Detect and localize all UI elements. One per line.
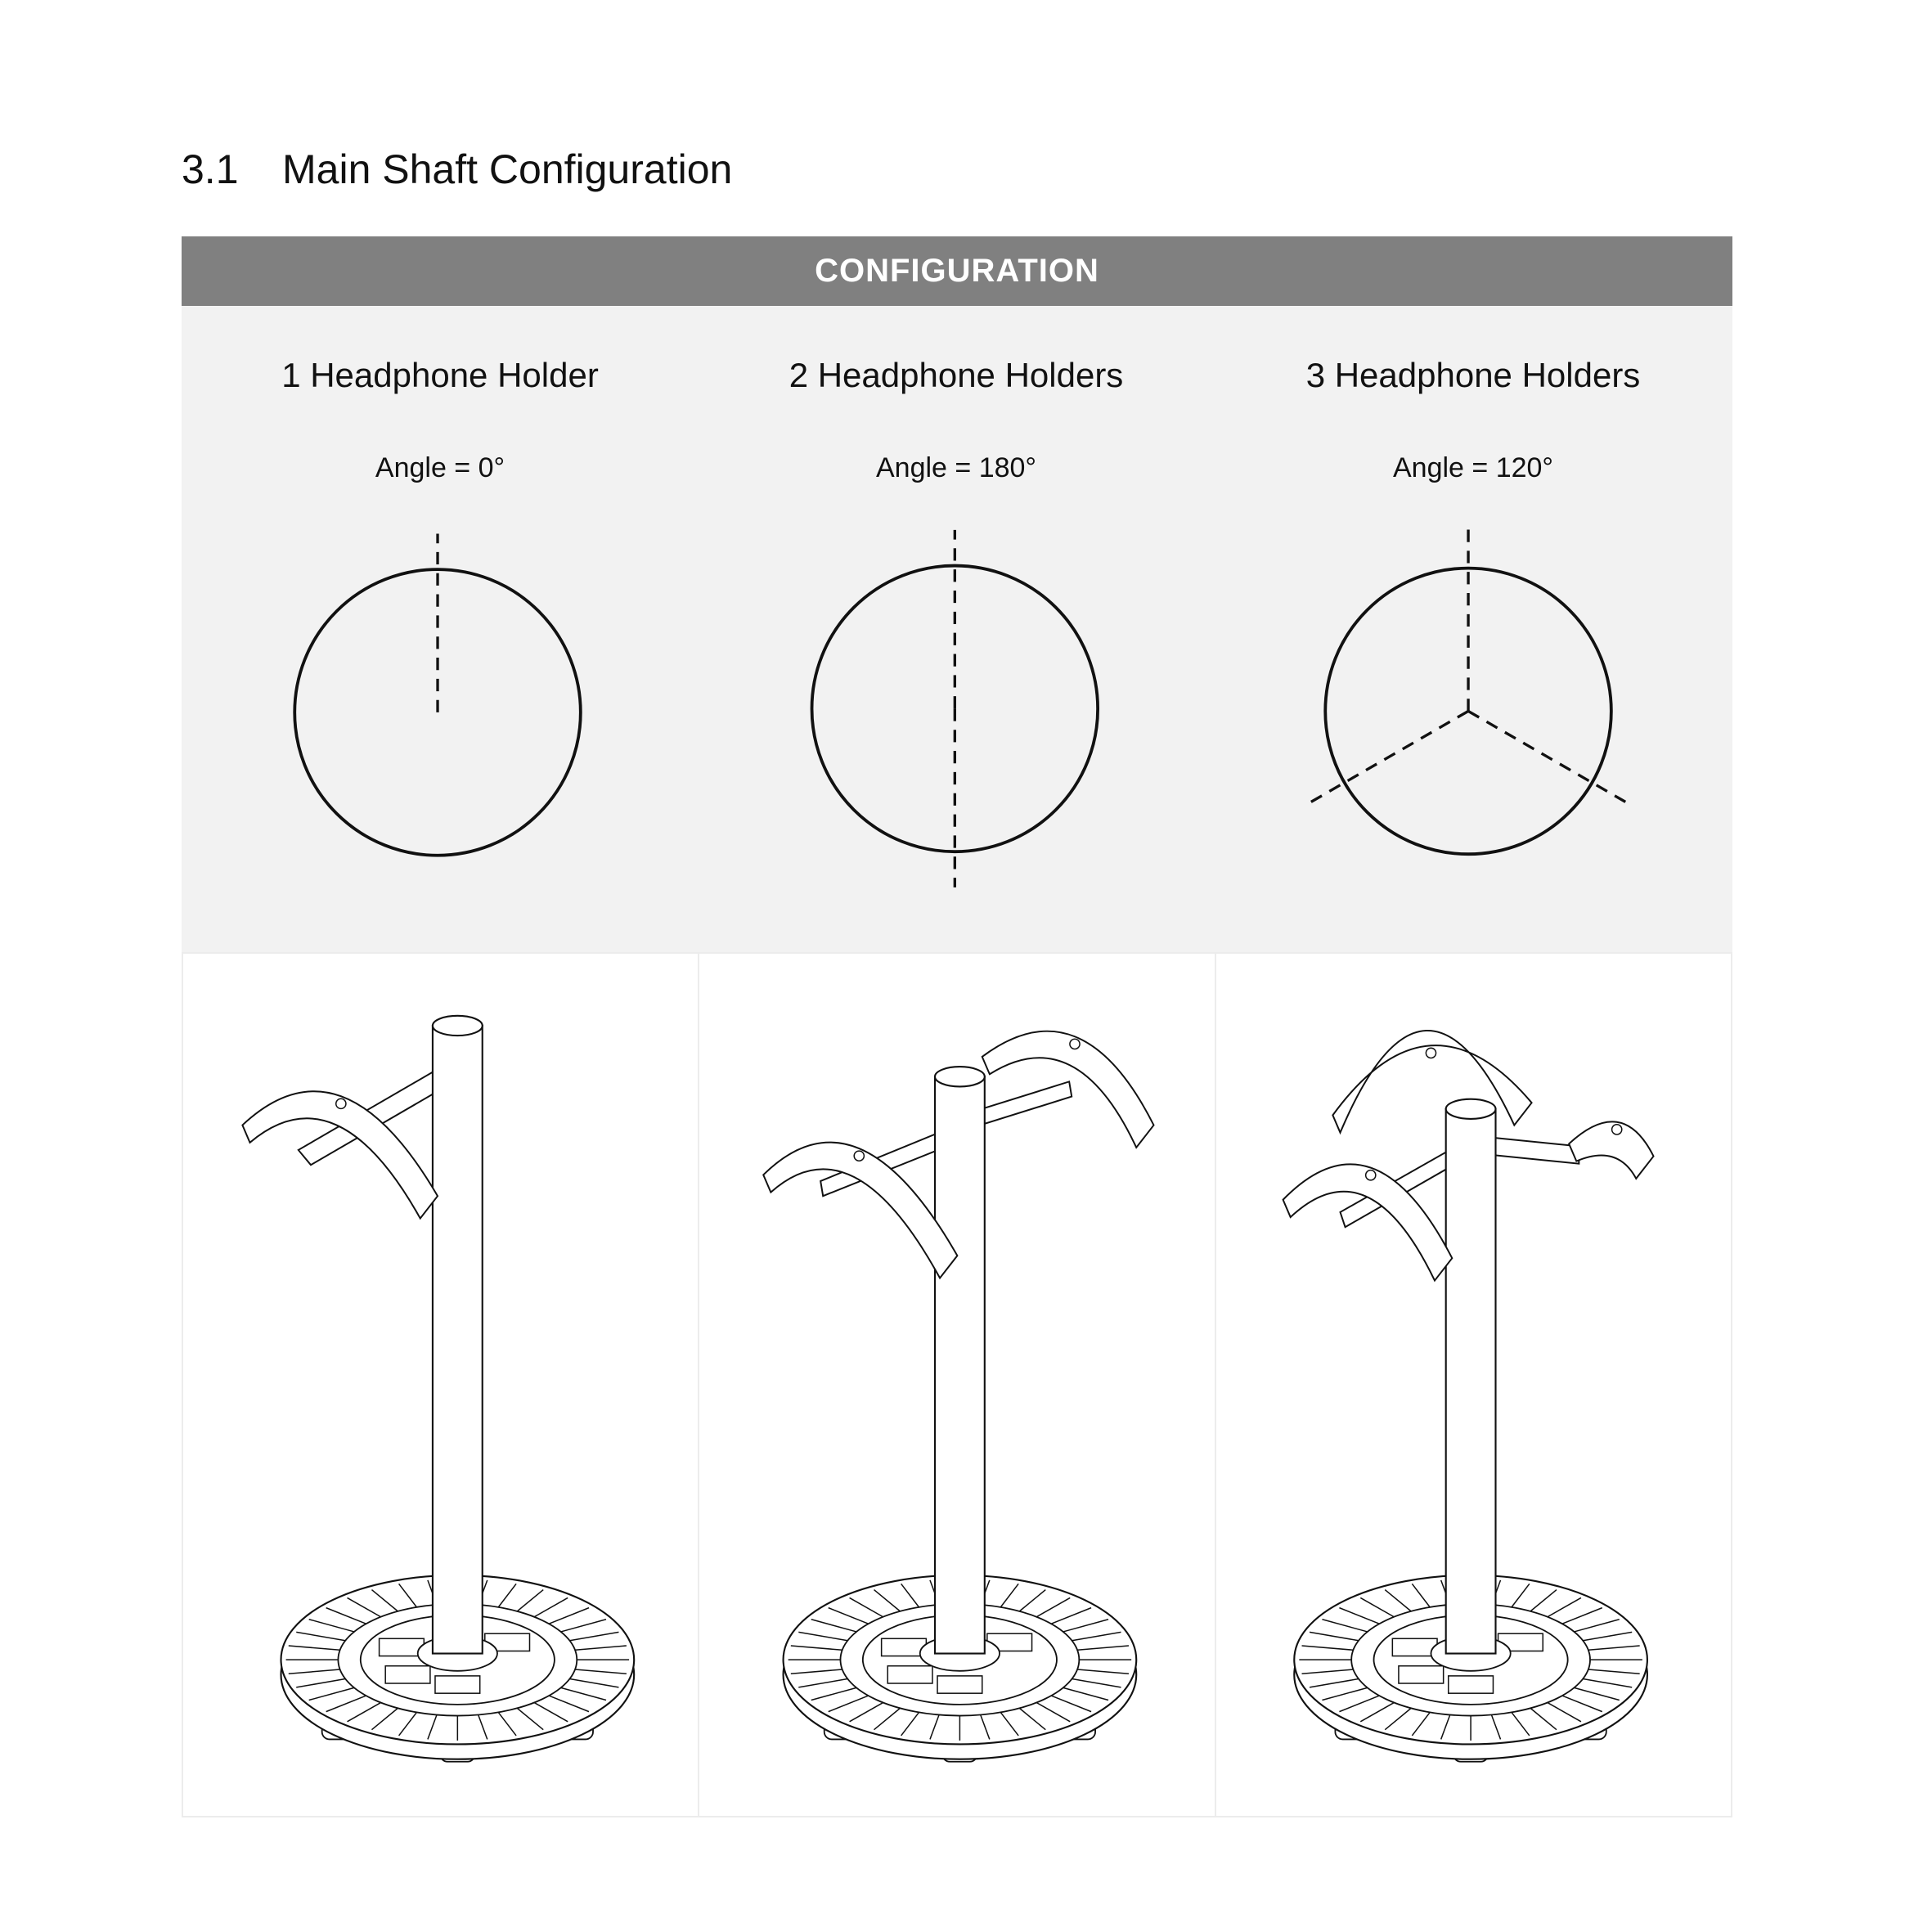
headphone-holder-band xyxy=(1332,1031,1531,1133)
spring-module xyxy=(937,1676,982,1693)
column-heading-1: 1 Headphone Holder xyxy=(281,356,599,394)
main-shaft-pole xyxy=(935,1076,985,1653)
headphone-holder-band xyxy=(242,1091,438,1218)
column-heading-3: 3 Headphone Holders xyxy=(1305,356,1641,394)
main-shaft-pole xyxy=(1446,1109,1496,1654)
spring-module xyxy=(1399,1666,1444,1683)
main-shaft-pole xyxy=(433,1026,483,1654)
angle-label-2: Angle = 180° xyxy=(875,452,1037,483)
angle-diagrams xyxy=(294,525,1629,887)
section-number: 3.1 xyxy=(182,146,239,192)
headphone-stand xyxy=(763,1031,1153,1762)
holder-screw-hole xyxy=(1426,1048,1436,1058)
headphone-stand xyxy=(1283,1031,1654,1762)
stand-illustrations xyxy=(242,1016,1653,1762)
pole-top xyxy=(433,1016,483,1036)
spring-module xyxy=(887,1666,932,1683)
headphone-holder-band xyxy=(763,1143,957,1278)
spring-module xyxy=(385,1666,430,1683)
table-header: CONFIGURATION xyxy=(182,236,1732,306)
section-title-text: Main Shaft Configuration xyxy=(282,146,733,192)
column-heading-2: 2 Headphone Holders xyxy=(789,356,1124,394)
angle-label-3: Angle = 120° xyxy=(1392,452,1554,483)
angle-label-1: Angle = 0° xyxy=(375,452,505,483)
pole-top xyxy=(1446,1099,1496,1119)
headphone-holder-band xyxy=(1569,1121,1653,1179)
spring-module xyxy=(1449,1676,1494,1693)
headphone-stand xyxy=(242,1016,634,1762)
holder-arm xyxy=(1492,1138,1579,1164)
pole-top xyxy=(935,1067,985,1086)
headphone-holder-band xyxy=(1283,1164,1453,1280)
spring-module xyxy=(435,1676,480,1693)
